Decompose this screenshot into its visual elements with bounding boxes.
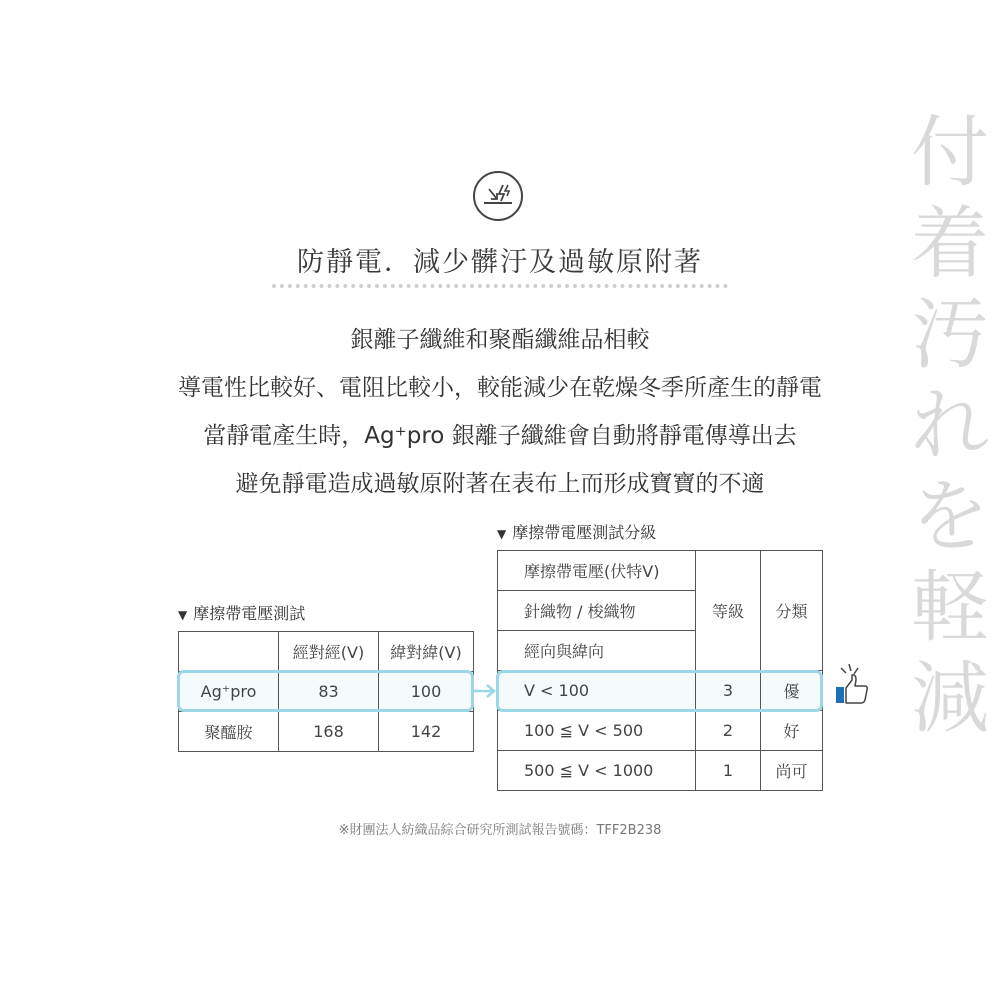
table-cell: 聚醯胺 bbox=[179, 712, 279, 752]
side-title-char: 汚 bbox=[910, 290, 989, 380]
table-cell: 1 bbox=[696, 751, 761, 791]
side-title-char: を bbox=[910, 472, 989, 562]
table-header-cell: 摩擦帶電壓(伏特V) bbox=[498, 551, 696, 591]
side-title-char: 付 bbox=[910, 108, 989, 198]
table-cell: Ag⁺pro bbox=[179, 672, 279, 712]
triangle-down-icon: ▼ bbox=[497, 527, 507, 541]
dotted-divider bbox=[272, 284, 728, 288]
table-row bbox=[498, 671, 823, 711]
table-row bbox=[179, 712, 474, 752]
voltage-test-table bbox=[178, 631, 474, 752]
description-line: 導電性比較好、電阻比較小，較能減少在乾燥冬季所產生的靜電 bbox=[178, 375, 822, 401]
side-title-char: れ bbox=[910, 381, 989, 471]
table-cell: 2 bbox=[696, 711, 761, 751]
side-title-char: 軽 bbox=[910, 563, 989, 653]
triangle-down-icon: ▼ bbox=[178, 608, 188, 622]
right-table-caption bbox=[497, 520, 656, 543]
table-cell: 100 ≦ V < 500 bbox=[498, 711, 696, 751]
table-cell: V < 100 bbox=[498, 671, 696, 711]
table-cell: 優 bbox=[761, 671, 823, 711]
table-row bbox=[498, 751, 823, 791]
voltage-grade-table bbox=[497, 550, 823, 791]
anti-static-icon bbox=[472, 170, 524, 222]
table-header-cell bbox=[179, 632, 279, 672]
table-cell: 好 bbox=[761, 711, 823, 751]
table-header-row bbox=[179, 632, 474, 672]
left-table-caption-text: 摩擦帶電壓測試 bbox=[193, 604, 306, 623]
table-row bbox=[179, 672, 474, 712]
description-line: 避免靜電造成過敏原附著在表布上而形成寶寶的不適 bbox=[235, 471, 765, 497]
report-footnote: ※財團法人紡織品綜合研究所測試報告號碼：TFF2B238 bbox=[338, 823, 662, 838]
table-cell: 168 bbox=[279, 712, 379, 752]
table-cell: 尚可 bbox=[761, 751, 823, 791]
table-cell: 100 bbox=[379, 672, 474, 712]
section-heading: 防靜電．減少髒汙及過敏原附著 bbox=[297, 247, 703, 278]
description-line: 當靜電產生時，Ag⁺pro 銀離子纖維會自動將靜電傳導出去 bbox=[203, 423, 797, 449]
table-cell: 83 bbox=[279, 672, 379, 712]
table-header-cell: 經對經(V) bbox=[279, 632, 379, 672]
table-cell: 142 bbox=[379, 712, 474, 752]
side-title-char: 着 bbox=[910, 199, 989, 289]
table-cell: 3 bbox=[696, 671, 761, 711]
description-line: 銀離子纖維和聚酯纖維品相較 bbox=[350, 327, 650, 353]
table-header-cell: 針織物 / 梭織物 bbox=[498, 591, 696, 631]
thumbs-up-icon bbox=[834, 662, 870, 706]
right-table-caption-text: 摩擦帶電壓測試分級 bbox=[512, 523, 657, 542]
table-cell: 500 ≦ V < 1000 bbox=[498, 751, 696, 791]
table-header-row bbox=[498, 551, 823, 591]
table-header-cell: 經向與緯向 bbox=[498, 631, 696, 671]
table-header-cell: 等級 bbox=[696, 551, 761, 671]
description bbox=[0, 316, 1000, 508]
arrow-right-icon bbox=[472, 682, 498, 700]
table-header-cell: 分類 bbox=[761, 551, 823, 671]
table-header-cell: 緯對緯(V) bbox=[379, 632, 474, 672]
side-title-char: 減 bbox=[910, 654, 989, 744]
left-table-caption bbox=[178, 601, 305, 624]
table-row bbox=[498, 711, 823, 751]
